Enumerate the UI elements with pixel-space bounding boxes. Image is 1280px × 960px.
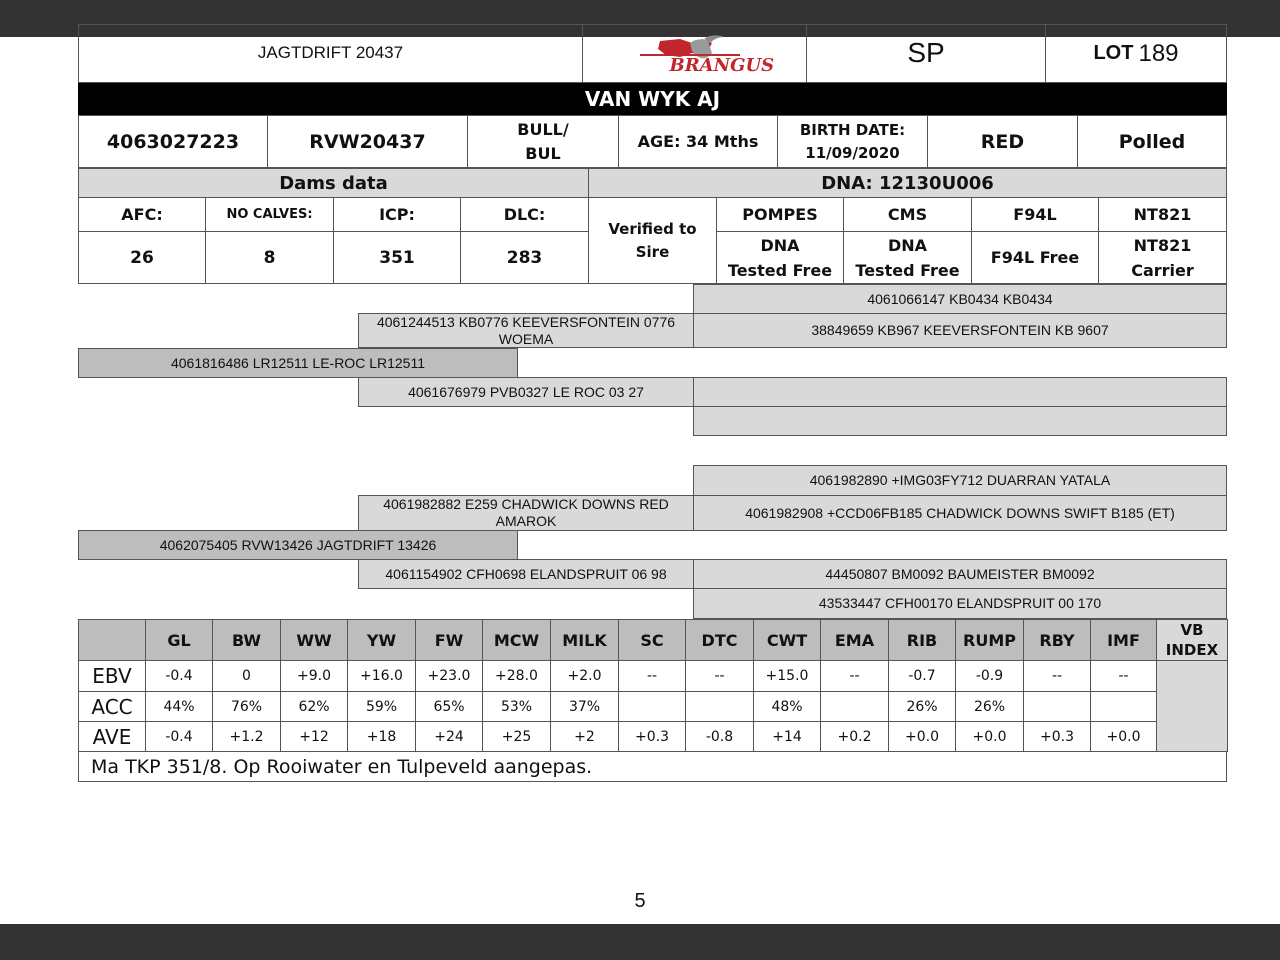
ebv-cell	[820, 660, 889, 692]
ebv-cell	[753, 660, 821, 692]
ebv-cell	[955, 660, 1024, 692]
vb-index-value	[1156, 660, 1228, 752]
ebv-cell	[1090, 691, 1157, 722]
owner-bar	[78, 83, 1227, 115]
dam-dam-dam	[693, 588, 1227, 619]
ebv-cell-text: +25	[501, 728, 532, 745]
ebv-cell	[347, 721, 416, 752]
cms-value-line-1: DNA	[887, 235, 928, 255]
ebv-cell	[1090, 660, 1157, 692]
nt821-header	[1098, 197, 1227, 232]
page-number	[610, 888, 670, 914]
ebv-column-header	[145, 619, 213, 661]
verified-to-sire-cell	[588, 197, 717, 284]
ebv-column-header-text: GL	[167, 630, 191, 650]
ebv-cell-text: -0.8	[705, 728, 734, 745]
dams-data-title	[78, 168, 589, 198]
dam-sire-sire	[693, 465, 1227, 496]
ebv-cell	[820, 721, 889, 752]
dam-dam-dam-text: 43533447 CFH00170 ELANDSPRUIT 00 170	[818, 595, 1102, 611]
ebv-column-header	[415, 619, 483, 661]
reg-number: 4063027223	[106, 130, 240, 153]
pompes-header	[716, 197, 844, 232]
ebv-header-corner	[78, 619, 146, 661]
ebv-row-label	[78, 691, 146, 722]
ebv-cell-text: +1.2	[229, 728, 264, 745]
ebv-cell	[482, 721, 551, 752]
ebv-cell-text: +9.0	[297, 668, 331, 684]
animal-id-cell	[267, 115, 468, 168]
lot-label: LOT	[1093, 42, 1134, 64]
ebv-row-label-text: EBV	[92, 664, 132, 688]
ebv-cell	[1023, 721, 1091, 752]
dlc-label: DLC:	[503, 205, 546, 224]
ebv-cell	[1023, 691, 1091, 722]
dlc-value: 283	[506, 247, 543, 268]
icp-header	[333, 197, 461, 232]
ebv-cell	[347, 691, 416, 722]
lot-cell	[1045, 24, 1227, 83]
colour: RED	[980, 130, 1025, 153]
sire-sire-sire	[693, 284, 1227, 314]
ebv-cell	[685, 660, 754, 692]
sire-sire-dam	[693, 313, 1227, 348]
ebv-cell-text: +0.0	[905, 728, 939, 745]
ebv-cell-text: +2	[574, 728, 595, 745]
ebv-cell-text: +15.0	[765, 668, 809, 684]
ebv-column-header	[618, 619, 686, 661]
sire-sire-sire-text: 4061066147 KB0434 KB0434	[867, 290, 1053, 307]
colour-cell	[927, 115, 1078, 168]
ebv-cell-text: +2.0	[567, 668, 602, 684]
ebv-column-header	[482, 619, 551, 661]
f94l-value: F94L Free	[990, 248, 1080, 267]
ebv-column-header-text: DTC	[701, 630, 738, 650]
age: AGE: 34 Mths	[637, 132, 759, 151]
ebv-column-header-text: FW	[434, 630, 464, 650]
ebv-column-header	[685, 619, 754, 661]
ebv-row-label-text: AVE	[92, 724, 132, 749]
sire-text: 4061816486 LR12511 LE-ROC LR12511	[170, 354, 425, 371]
nt821-value-line-1: NT821	[1133, 235, 1192, 255]
dam-dam-sire	[693, 559, 1227, 589]
ebv-column-header	[955, 619, 1024, 661]
afc-value: 26	[130, 247, 154, 268]
sire	[78, 348, 518, 378]
ebv-cell	[550, 691, 619, 722]
ebv-column-header	[1090, 619, 1157, 661]
ebv-cell	[550, 721, 619, 752]
ebv-column-header-text: YW	[366, 630, 397, 650]
ebv-cell-text: +28.0	[495, 668, 538, 684]
ebv-cell	[955, 691, 1024, 722]
ebv-column-header-text: MILK	[562, 630, 607, 650]
viewer-bottom-bar	[0, 924, 1280, 960]
horn-status-cell	[1077, 115, 1227, 168]
ebv-cell-text: +0.0	[1106, 728, 1141, 745]
nt821-label: NT821	[1133, 205, 1192, 224]
sire-sire-text: 4061244513 KB0776 KEEVERSFONTEIN 0776 WOEMA	[376, 313, 676, 347]
ebv-cell-text: --	[849, 668, 860, 684]
animal-id: RVW20437	[309, 130, 426, 153]
ebv-column-header-text: MCW	[493, 630, 540, 650]
ebv-cell-text: --	[714, 668, 725, 684]
dam-dam	[358, 559, 694, 589]
ebv-column-header-text: SC	[640, 630, 664, 650]
ebv-cell	[820, 691, 889, 722]
ebv-cell-text: -0.7	[908, 668, 936, 684]
sire-sire-dam-text: 38849659 KB967 KEEVERSFONTEIN KB 9607	[811, 322, 1109, 338]
dam-sire	[358, 495, 694, 531]
owner-name: VAN WYK AJ	[584, 87, 721, 111]
verified-to-sire: Verified to Sire	[608, 219, 697, 261]
dna-title	[588, 168, 1227, 198]
reg-number-cell	[78, 115, 268, 168]
ebv-cell	[1023, 660, 1091, 692]
ebv-cell-text: 37%	[568, 698, 601, 715]
class-code-cell	[806, 24, 1046, 83]
ebv-column-header	[1023, 619, 1091, 661]
ebv-cell-text: -0.4	[165, 668, 193, 684]
ebv-cell	[618, 660, 686, 692]
ebv-cell	[415, 721, 483, 752]
class-code: SP	[907, 36, 945, 68]
dam-dam-text: 4061154902 CFH0698 ELANDSPRUIT 06 98	[385, 565, 667, 582]
horn-status: Polled	[1118, 130, 1186, 153]
ebv-row-label-text: ACC	[91, 694, 133, 719]
ebv-cell-text: -0.4	[165, 728, 193, 745]
birth-date-cell	[777, 115, 928, 168]
ebv-cell-text: 59%	[365, 698, 398, 715]
f94l-label: F94L	[1013, 205, 1057, 224]
ebv-cell-text: 53%	[500, 698, 533, 715]
ebv-cell	[280, 691, 348, 722]
afc-label: AFC:	[121, 205, 163, 224]
ebv-column-header	[280, 619, 348, 661]
no-calves-value-cell	[205, 231, 334, 284]
ebv-cell-text: -0.9	[975, 668, 1004, 684]
ebv-row-label	[78, 660, 146, 692]
dam-text: 4062075405 RVW13426 JAGTDRIFT 13426	[159, 536, 437, 553]
vb-index-label: INDEX	[1165, 641, 1219, 659]
lot-number: 189	[1138, 39, 1179, 67]
dams-data-label: Dams data	[279, 172, 388, 194]
ebv-cell-text: +18	[366, 728, 397, 745]
page-number-text: 5	[634, 889, 646, 912]
nt821-value-line-2: Carrier	[1131, 260, 1194, 280]
ebv-cell-text: --	[1051, 668, 1063, 684]
logo-text: BRANGUS	[669, 54, 775, 76]
birth-date-label: BIRTH DATE:	[799, 120, 906, 139]
ebv-cell	[145, 721, 213, 752]
vb-index-label: VB	[1180, 621, 1204, 639]
comment-text: Ma TKP 351/8. Op Rooiwater en Tulpeveld aangepas.	[91, 755, 593, 778]
sire-dam	[358, 377, 694, 407]
animal-name: JAGTDRIFT 20437	[257, 42, 404, 62]
pompes-label: POMPES	[742, 205, 818, 224]
ebv-cell	[955, 721, 1024, 752]
ebv-column-header	[820, 619, 889, 661]
sire-dam-sire	[693, 377, 1227, 407]
sire-dam-dam	[693, 406, 1227, 436]
ebv-cell	[280, 660, 348, 692]
pompes-value-line-2: Tested Free	[727, 260, 833, 280]
afc-header	[78, 197, 206, 232]
cms-value-cell	[843, 231, 972, 284]
ebv-cell	[212, 691, 281, 722]
ebv-cell	[685, 721, 754, 752]
ebv-cell	[618, 691, 686, 722]
vb-index-header	[1156, 619, 1228, 661]
ebv-column-header	[212, 619, 281, 661]
ebv-row-label	[78, 721, 146, 752]
dam-sire-dam-text: 4061982908 +CCD06FB185 CHADWICK DOWNS SWIFT B185 (ET)	[745, 504, 1175, 521]
ebv-column-header	[550, 619, 619, 661]
ebv-cell	[888, 721, 956, 752]
ebv-cell-text: 0	[242, 668, 251, 684]
ebv-cell-text: 44%	[163, 698, 195, 715]
icp-label: ICP:	[379, 205, 415, 224]
ebv-cell-text: +12	[299, 728, 329, 745]
ebv-cell-text: --	[1118, 668, 1129, 684]
ebv-cell	[212, 660, 281, 692]
ebv-cell	[145, 660, 213, 692]
ebv-cell-text: --	[646, 668, 658, 684]
cms-value-line-2: Tested Free	[855, 260, 960, 280]
ebv-cell	[685, 691, 754, 722]
ebv-cell-text: 26%	[906, 698, 938, 715]
dna-number: DNA: 12130U006	[821, 172, 994, 194]
f94l-header	[971, 197, 1099, 232]
ebv-cell	[618, 721, 686, 752]
sire-sire	[358, 313, 694, 348]
ebv-cell-text: +14	[772, 728, 802, 745]
age-cell	[618, 115, 778, 168]
sex-line-2: BUL	[525, 143, 561, 163]
dam-sire-sire-text: 4061982890 +IMG03FY712 DUARRAN YATALA	[809, 472, 1111, 488]
ebv-cell-text: +0.3	[1040, 728, 1074, 745]
no-calves-value: 8	[263, 247, 276, 268]
ebv-cell-text: 65%	[433, 698, 465, 715]
cms-header	[843, 197, 972, 232]
logo-cell	[582, 24, 807, 83]
ebv-cell-text: +16.0	[360, 668, 403, 684]
birth-date: 11/09/2020	[805, 143, 900, 162]
ebv-column-header-text: WW	[296, 630, 332, 650]
cms-label: CMS	[887, 205, 928, 224]
ebv-cell	[212, 721, 281, 752]
ebv-cell	[145, 691, 213, 722]
f94l-value-cell	[971, 231, 1099, 284]
comment-row	[78, 751, 1227, 782]
ebv-cell	[415, 660, 483, 692]
dlc-value-cell	[460, 231, 589, 284]
ebv-column-header	[753, 619, 821, 661]
dlc-header	[460, 197, 589, 232]
ebv-cell-text: +0.3	[635, 728, 669, 745]
ebv-cell	[415, 691, 483, 722]
ebv-cell-text: +0.2	[837, 728, 872, 745]
icp-value-cell	[333, 231, 461, 284]
pompes-value-line-1: DNA	[760, 235, 800, 255]
pompes-value-cell	[716, 231, 844, 284]
ebv-column-header-text: RIB	[906, 630, 938, 650]
afc-value-cell	[78, 231, 206, 284]
icp-value: 351	[379, 247, 415, 268]
ebv-cell	[482, 660, 551, 692]
ebv-cell-text: +0.0	[972, 728, 1007, 745]
ebv-cell	[753, 721, 821, 752]
ebv-cell	[888, 660, 956, 692]
dam	[78, 530, 518, 560]
ebv-cell-text: 26%	[973, 698, 1006, 715]
ebv-cell	[550, 660, 619, 692]
ebv-cell-text: 48%	[771, 698, 803, 715]
ebv-cell	[888, 691, 956, 722]
ebv-cell	[482, 691, 551, 722]
ebv-column-header-text: CWT	[766, 630, 808, 650]
ebv-column-header	[347, 619, 416, 661]
ebv-cell-text: 76%	[230, 698, 263, 715]
ebv-column-header	[888, 619, 956, 661]
ebv-cell-text: 62%	[298, 698, 330, 715]
ebv-column-header-text: RBY	[1039, 630, 1075, 650]
nt821-value-cell	[1098, 231, 1227, 284]
sire-dam-text: 4061676979 PVB0327 LE ROC 03 27	[408, 383, 644, 400]
ebv-column-header-text: IMF	[1107, 630, 1140, 650]
no-calves-header	[205, 197, 334, 232]
dam-sire-text: 4061982882 E259 CHADWICK DOWNS RED AMAROK	[383, 496, 669, 529]
dam-sire-dam	[693, 495, 1227, 531]
ebv-cell-text: +24	[434, 728, 464, 745]
ebv-cell-text: +23.0	[427, 668, 471, 684]
sex-cell	[467, 115, 619, 168]
brangus-logo	[620, 29, 775, 79]
ebv-cell	[753, 691, 821, 722]
ebv-column-header-text: BW	[232, 630, 261, 650]
sex-line-1: BULL/	[517, 119, 569, 139]
ebv-cell	[347, 660, 416, 692]
ebv-cell	[1090, 721, 1157, 752]
ebv-column-header-text: RUMP	[963, 630, 1016, 650]
ebv-column-header-text: EMA	[834, 630, 875, 650]
ebv-cell	[280, 721, 348, 752]
no-calves-label: NO CALVES:	[226, 207, 313, 222]
animal-name-cell	[78, 24, 583, 83]
dam-dam-sire-text: 44450807 BM0092 BAUMEISTER BM0092	[825, 565, 1095, 582]
